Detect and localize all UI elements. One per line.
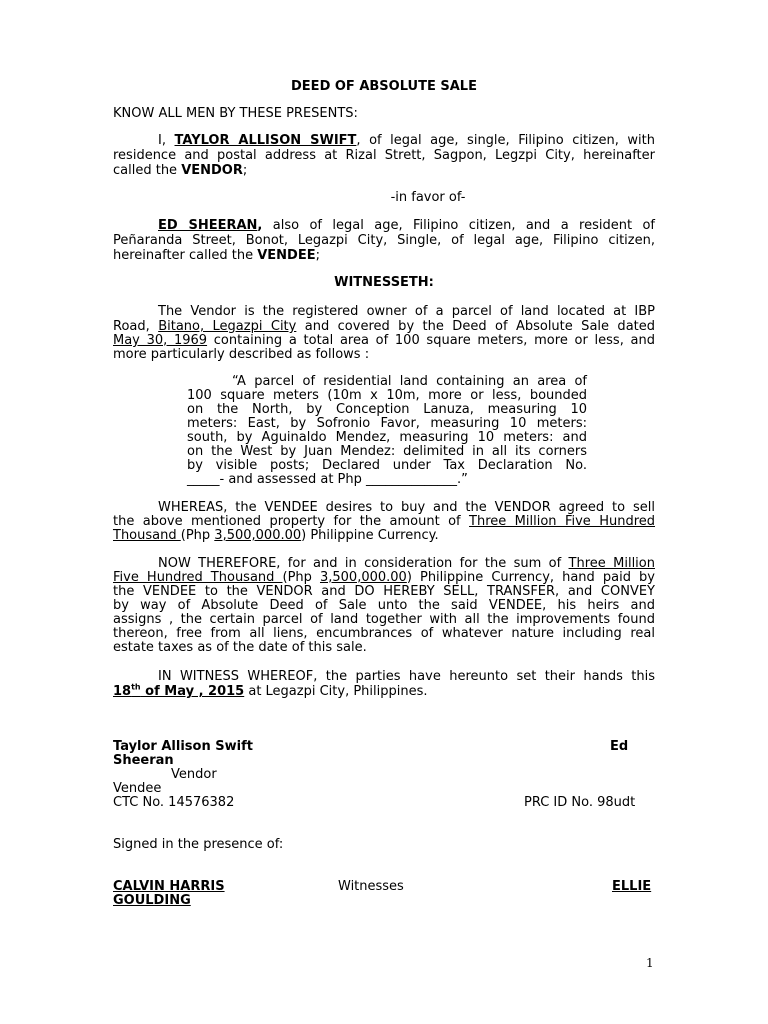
quote-line: on the West by Juan Mendez: delimited in all its corners xyxy=(187,444,587,459)
witness-two-last: GOULDING xyxy=(113,893,191,908)
signed-presence: Signed in the presence of: xyxy=(113,837,284,852)
whereas-line-1: WHEREAS, the VENDEE desires to buy and the VENDOR agreed to sell xyxy=(158,500,655,515)
ownership-line-4: more particularly described as follows : xyxy=(113,347,370,362)
witness-two-first: ELLIE xyxy=(612,879,652,894)
vendee-prc: PRC ID No. 98udt xyxy=(524,795,636,810)
vendor-role: Vendor xyxy=(171,767,217,782)
quote-line: by visible posts; Declared under Tax Declaration No. xyxy=(187,458,587,473)
quote-line: _____- and assessed at Php ______________.” xyxy=(187,472,468,487)
vendor-line-3: called the VENDOR; xyxy=(113,163,248,178)
now-line-5: assigns , the certain parcel of land together with all the improvements found xyxy=(113,612,655,627)
now-line-4: by way of Absolute Deed of Sale unto the said VENDEE, his heirs and xyxy=(113,598,655,613)
witness-line-2: 18th of May , 2015 at Legazpi City, Philippines. xyxy=(113,682,428,699)
ownership-line-2: Road, Bitano, Legazpi City and covered by the Deed of Absolute Sale dated xyxy=(113,319,656,334)
opening-line: KNOW ALL MEN BY THESE PRESENTS: xyxy=(113,106,358,121)
witnesseth-heading: WITNESSETH: xyxy=(334,275,434,290)
vendor-signature-name: Taylor Allison Swift xyxy=(113,739,253,754)
in-favor-of: -in favor of- xyxy=(390,190,466,205)
now-line-2: Five Hundred Thousand (Php 3,500,000.00) Philippine Currency, hand paid by xyxy=(113,570,655,585)
quote-line: south, by Aguinaldo Mendez, measuring 10 meters: and xyxy=(187,430,587,445)
vendee-role: Vendee xyxy=(113,781,162,796)
quote-line: on the North, by Conception Lanuza, measuring 10 xyxy=(187,402,587,417)
now-line-7: estate taxes as of the date of this sale. xyxy=(113,640,367,655)
ownership-line-1: The Vendor is the registered owner of a parcel of land located at IBP xyxy=(158,304,655,319)
vendee-line-2: Peñaranda Street, Bonot, Legazpi City, Single, of legal age, Filipino citizen, xyxy=(113,233,655,248)
witness-one: CALVIN HARRIS xyxy=(113,879,225,894)
whereas-line-2: the above mentioned property for the amount of Three Million Five Hundred xyxy=(113,514,656,529)
document-title: DEED OF ABSOLUTE SALE xyxy=(291,79,477,94)
page-number: 1 xyxy=(646,956,654,970)
vendee-line-3: hereinafter called the VENDEE; xyxy=(113,248,320,263)
vendor-name: TAYLOR ALLISON SWIFT xyxy=(174,133,357,148)
vendor-line-2: residence and postal address at Rizal Strett, Sagpon, Legzpi City, hereinafter xyxy=(113,148,655,163)
now-line-6: thereon, free from all liens, encumbrances of whatever nature including real xyxy=(113,626,655,641)
now-line-3: the VENDEE to the VENDOR and DO HEREBY SELL, TRANSFER, and CONVEY xyxy=(113,584,655,599)
vendee-line-1: ED SHEERAN, also of legal age, Filipino citizen, and a resident of xyxy=(158,218,656,233)
now-line-1: NOW THEREFORE, for and in consideration for the sum of Three Million xyxy=(158,556,655,571)
whereas-line-3: Thousand (Php 3,500,000.00) Philippine Currency. xyxy=(113,528,439,543)
witness-line-1: IN WITNESS WHEREOF, the parties have hereunto set their hands this xyxy=(158,669,655,684)
vendee-signature-last: Sheeran xyxy=(113,753,174,768)
sale-date: 18th of May , 2015 xyxy=(113,682,245,699)
quote-line: 100 square meters (10m x 10m, more or less, bounded xyxy=(187,388,587,403)
vendee-name: ED SHEERAN xyxy=(158,218,258,233)
quote-line: “A parcel of residential land containing an area of xyxy=(232,374,587,389)
witnesses-label: Witnesses xyxy=(338,879,404,894)
ownership-line-3: May 30, 1969 containing a total area of 100 square meters, more or less, and xyxy=(113,333,655,348)
vendor-line-1: I, TAYLOR ALLISON SWIFT, of legal age, single, Filipino citizen, with xyxy=(158,133,655,148)
vendor-ctc: CTC No. 14576382 xyxy=(113,795,235,810)
quote-line: meters: East, by Sofronio Favor, measuring 10 meters: xyxy=(187,416,587,431)
vendee-signature-first: Ed xyxy=(610,739,629,754)
